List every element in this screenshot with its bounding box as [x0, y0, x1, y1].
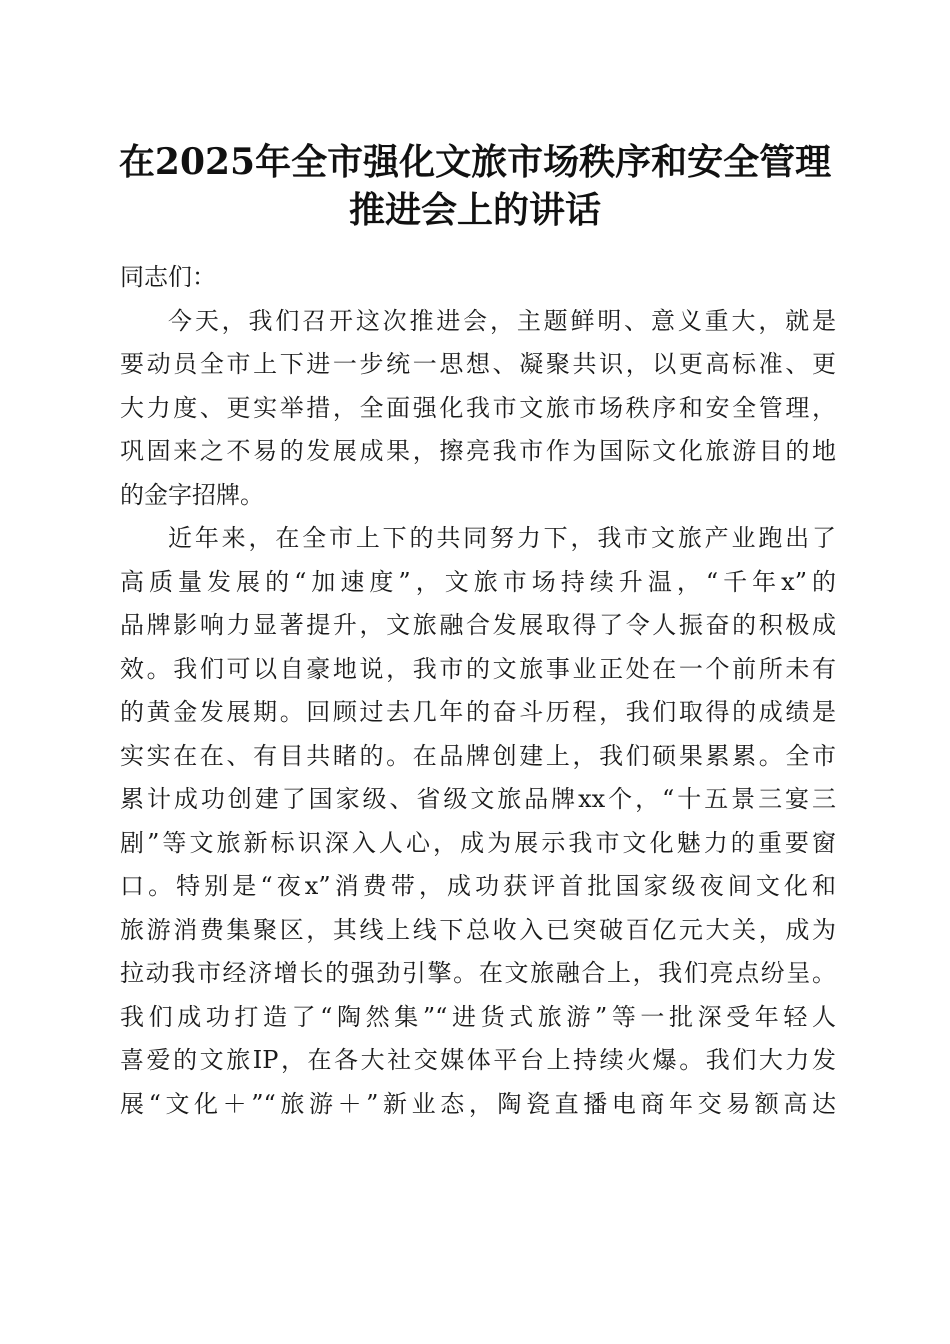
paragraph-line: 近年来，在全市上下的共同努力下，我市文旅产业跑出了: [168, 524, 836, 552]
paragraph-line: 效。我们可以自豪地说，我市的文旅事业正处在一个前所未有: [120, 654, 836, 683]
paragraph-line: 剧”等文旅新标识深入人心，成为展示我市文化魅力的重要窗: [120, 828, 836, 857]
paragraph-2: [120, 517, 836, 1126]
paragraph-line: 口。特别是“夜x”消费带，成功获评首批国家级夜间文化和: [120, 872, 836, 900]
paragraph-line: 今天，我们召开这次推进会，主题鲜明、意义重大，就是: [168, 306, 836, 335]
paragraph-line: 的黄金发展期。回顾过去几年的奋斗历程，我们取得的成绩是: [120, 698, 836, 726]
paragraph-line: 旅游消费集聚区，其线上线下总收入已突破百亿元大关，成为: [120, 915, 836, 944]
document-body: [120, 256, 836, 1126]
paragraph-line: 我们成功打造了“陶然集”“进货式旅游”等一批深受年轻人: [120, 1002, 836, 1031]
paragraph-line: 品牌影响力显著提升，文旅融合发展取得了令人振奋的积极成: [120, 611, 836, 639]
paragraph-line: 的金字招牌。: [120, 480, 264, 509]
salutation: 同志们：: [120, 263, 216, 291]
paragraph-line: 展“文化＋”“旅游＋”新业态，陶瓷直播电商年交易额高达: [120, 1089, 836, 1118]
title-line-1: 在2025年全市强化文旅市场秩序和安全管理: [118, 141, 832, 183]
paragraph-line: 大力度、更实举措，全面强化我市文旅市场秩序和安全管理，: [120, 393, 836, 422]
paragraph-line: 高质量发展的“加速度”，文旅市场持续升温，“千年x”的: [120, 567, 836, 596]
paragraph-line: 要动员全市上下进一步统一思想、凝聚共识，以更高标准、更: [120, 350, 836, 378]
document-title: [100, 138, 850, 234]
paragraph-line: 累计成功创建了国家级、省级文旅品牌xx个，“十五景三宴三: [120, 785, 836, 813]
paragraph-line: 拉动我市经济增长的强劲引擎。在文旅融合上，我们亮点纷呈。: [120, 959, 836, 987]
paragraph-line: 实实在在、有目共睹的。在品牌创建上，我们硕果累累。全市: [120, 741, 836, 770]
paragraph-line: 喜爱的文旅IP，在各大社交媒体平台上持续火爆。我们大力发: [120, 1046, 836, 1074]
paragraph-1: [120, 300, 836, 518]
paragraph-line: 巩固来之不易的发展成果，擦亮我市作为国际文化旅游目的地: [120, 437, 836, 465]
title-line-2: 推进会上的讲话: [348, 189, 601, 231]
